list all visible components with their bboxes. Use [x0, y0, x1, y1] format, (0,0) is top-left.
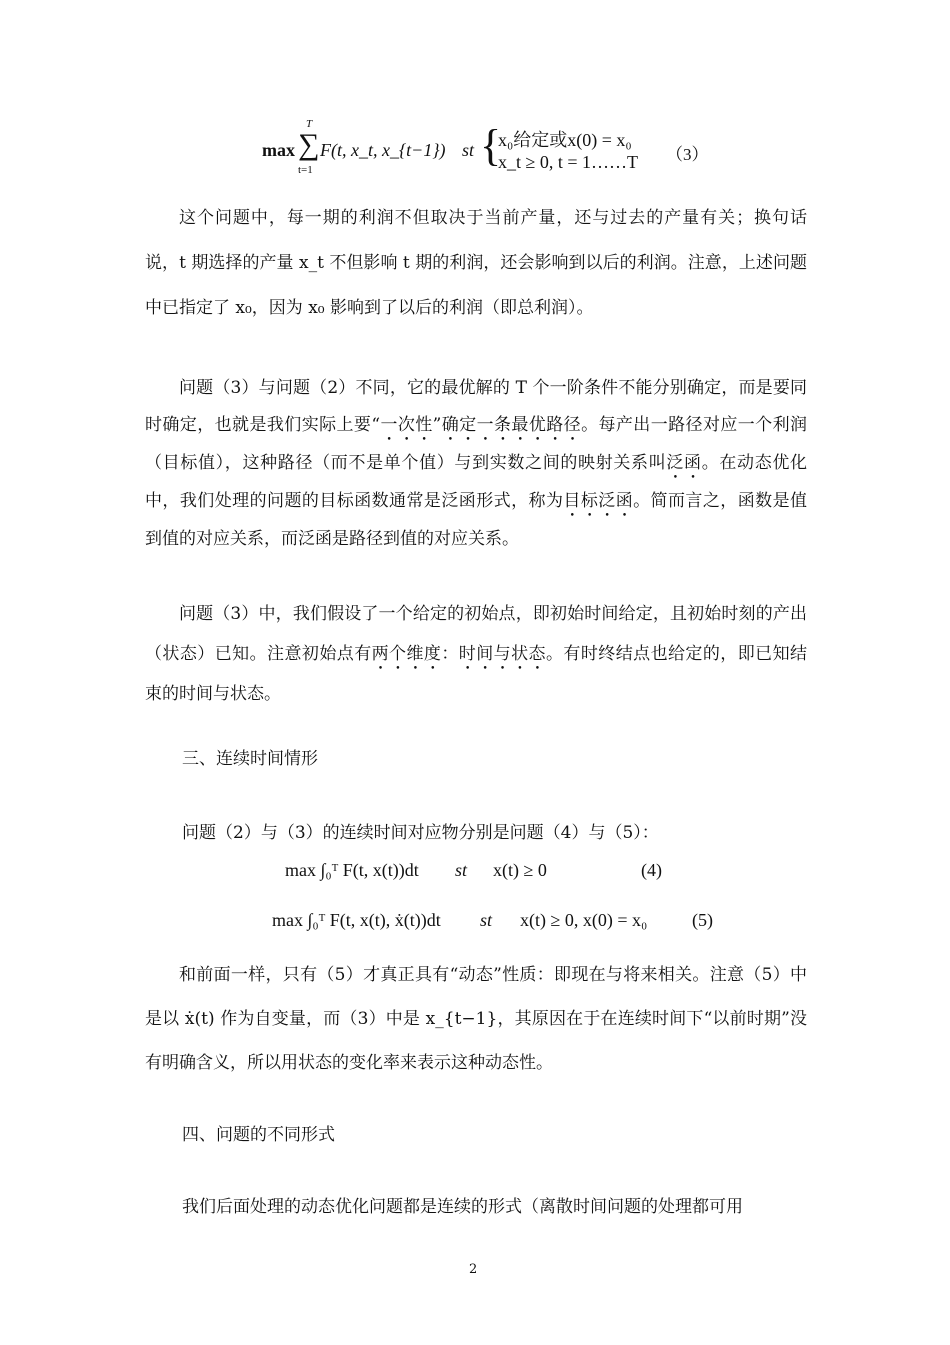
paragraph-6: 我们后面处理的动态优化问题都是连续的形式（离散时间问题的处理都可用 — [182, 1197, 743, 1217]
section-heading-3: 三、连续时间情形 — [182, 749, 318, 769]
p2-text-d: 。简而言之，函数是值到值的对应关系，而泛函是路径到值的对应关系。 — [145, 491, 808, 549]
page-number: 2 — [469, 1262, 478, 1277]
paragraph-2 — [145, 370, 807, 558]
eq3-function: F(t, x_t, x_{t−1}) — [320, 140, 446, 160]
eq4-condition: x(t) ≥ 0 — [493, 860, 547, 880]
p2-emphasis-path: “一次性”确定一条最优路径 — [371, 415, 582, 435]
p2-text-a: 问题（3）与问题（2）不同，它的最优解的 T 个一阶条件不能分别确定，而是要同时确定，也就是我们实际上要 — [145, 378, 807, 435]
eq4-label: (4) — [641, 860, 662, 880]
eq5-condition: x(t) ≥ 0, x(0) = x₀ — [520, 910, 648, 930]
eq3-condition-1: x₀给定或x(0) = x₀ — [498, 130, 632, 150]
p2-text-c: 。在动态优化中，我们处理的问题的目标函数通常是泛函形式，称为 — [145, 453, 808, 511]
eq4-st: st — [455, 860, 468, 880]
eq3-sum-bottom: t=1 — [298, 164, 313, 176]
eq3-st: st — [462, 140, 475, 160]
eq5-expression: max ∫₀ᵀ F(t, x(t), ẋ(t))dt — [272, 910, 441, 930]
paragraph-1: 这个问题中，每一期的利润不但取决于当前产量，还与过去的产量有关；换句话说，t 期选择的产量 x_t 不但影响 t 期的利润，还会影响到以后的利润。注意，上述问题中已指定了 x₀，因为 x₀ 影响到了以后的利润（即总利润）。 — [145, 208, 807, 318]
paragraph-5: 和前面一样，只有（5）才真正具有“动态”性质：即现在与将来相关。注意（5）中是以 ẋ(t) 作为自变量，而（3）中是 x_{t−1}，其原因在于在连续时间下“以前时期”没有明确含义，所以用状态的变化率来表示这种动态性。 — [145, 965, 807, 1073]
equation-5 — [272, 910, 722, 940]
p3-text-c: 。有时终结点也给定的，即已知结束的时间与状态。 — [145, 644, 808, 704]
paragraph-3 — [145, 594, 807, 714]
eq5-label: (5) — [692, 910, 713, 930]
p3-text-b: ： — [441, 644, 459, 664]
p3-emphasis-time-state: 时间与状态 — [458, 644, 546, 664]
eq3-brace: { — [480, 121, 502, 170]
eq5-st: st — [480, 910, 493, 930]
eq3-condition-2: x_t ≥ 0, t = 1……T — [498, 152, 639, 172]
eq3-label: （3） — [666, 145, 709, 164]
equation-3 — [262, 118, 722, 180]
eq3-sum-top: T — [306, 118, 313, 130]
p2-emphasis-objective-functional: 目标泛函 — [563, 491, 634, 511]
p3-emphasis-two-dimensions: 两个维度 — [371, 644, 442, 664]
eq3-sum-sign: ∑ — [298, 128, 320, 161]
p2-text-b: 。每产出一路径对应一个利润（目标值），这种路径（而不是单个值）与到实数之间的映射关系叫 — [145, 415, 808, 473]
section-heading-4: 四、问题的不同形式 — [182, 1125, 335, 1145]
p2-emphasis-functional: 泛函 — [666, 453, 702, 473]
equation-4 — [285, 860, 685, 890]
eq4-expression: max ∫₀ᵀ F(t, x(t))dt — [285, 860, 419, 880]
eq3-max: max — [262, 140, 295, 160]
p3-text-a: 问题（3）中，我们假设了一个给定的初始点，即初始时间给定，且初始时刻的产出（状态）已知。注意初始点有 — [145, 604, 807, 664]
paragraph-4: 问题（2）与（3）的连续时间对应物分别是问题（4）与（5）： — [182, 823, 659, 843]
